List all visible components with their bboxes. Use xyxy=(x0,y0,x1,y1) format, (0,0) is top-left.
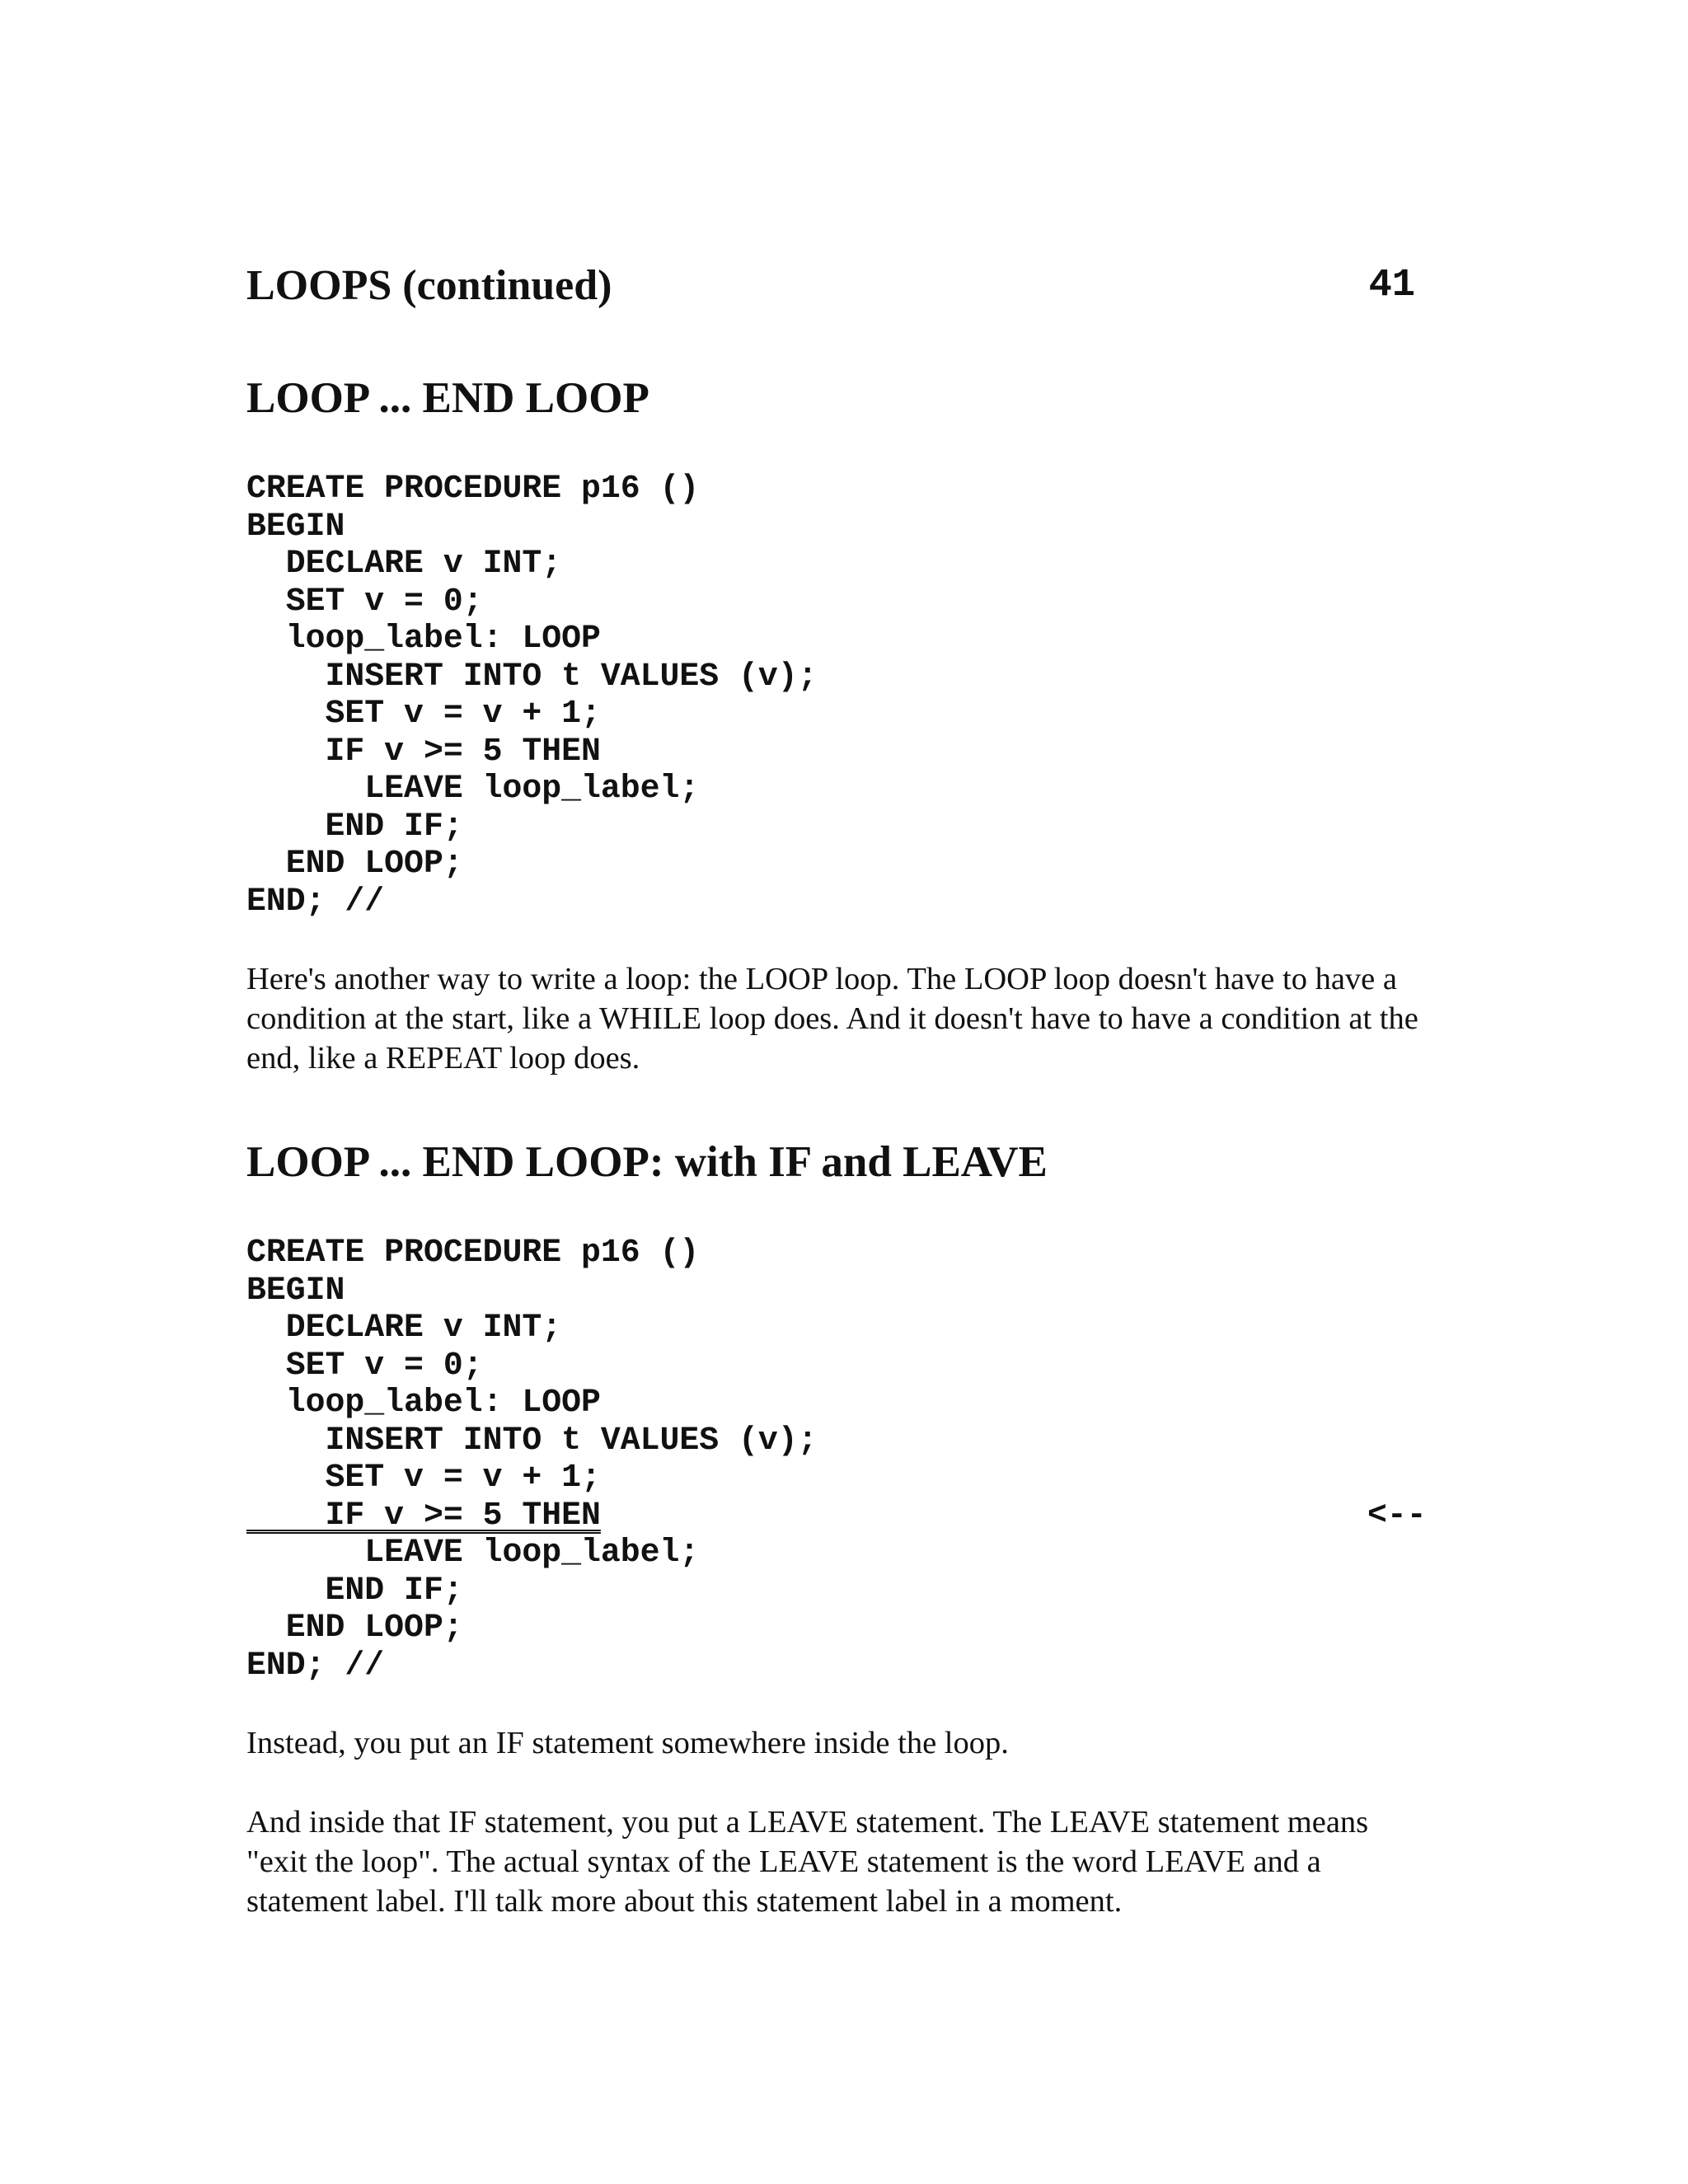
paragraph-if-statement: Instead, you put an IF statement somewhere inside the loop. xyxy=(246,1726,1009,1760)
code-line: SET v = 0; xyxy=(246,582,483,620)
code-line: loop_label: LOOP xyxy=(246,1384,601,1421)
code-line: LEAVE loop_label; xyxy=(246,770,700,807)
code-line: BEGIN xyxy=(246,1271,345,1309)
page-title: LOOPS (continued) xyxy=(246,262,612,309)
code-line-highlighted xyxy=(246,1497,1442,1535)
code-line: DECLARE v INT; xyxy=(246,1309,562,1346)
code-line: END; // xyxy=(246,1646,385,1684)
code-line: INSERT INTO t VALUES (v); xyxy=(246,1421,818,1459)
code-line: SET v = v + 1; xyxy=(246,1459,601,1496)
section-heading-loop-if-leave: LOOP ... END LOOP: with IF and LEAVE xyxy=(246,1138,1048,1186)
code-line: loop_label: LOOP xyxy=(246,620,601,657)
code-line: DECLARE v INT; xyxy=(246,545,562,582)
code-line: INSERT INTO t VALUES (v); xyxy=(246,657,818,695)
code-line: LEAVE loop_label; xyxy=(246,1534,700,1571)
paragraph-loop-explanation: Here's another way to write a loop: the LOOP loop. The LOOP loop doesn't have to have a condition at the start, like a WHILE loop does. And it doesn't have to have a condition at the end, like a REPEAT loop does. xyxy=(246,962,1418,1076)
code-line: END LOOP; xyxy=(246,845,463,882)
code-block-loop xyxy=(246,470,1442,920)
paragraph-leave-statement: And inside that IF statement, you put a LEAVE statement. The LEAVE statement means "exit the loop". The actual syntax of the LEAVE statement is the word LEAVE and a statement label. I'll talk more about this statement label in a moment. xyxy=(246,1805,1369,1919)
code-line: IF v >= 5 THEN xyxy=(246,732,601,770)
code-line: CREATE PROCEDURE p16 () xyxy=(246,1234,700,1271)
code-line: CREATE PROCEDURE p16 () xyxy=(246,470,700,507)
arrow-marker: <-- xyxy=(1367,1496,1427,1534)
code-block-loop-if-leave xyxy=(246,1234,1442,1684)
code-line: SET v = 0; xyxy=(246,1346,483,1384)
code-line: END; // xyxy=(246,882,385,920)
section-heading-loop: LOOP ... END LOOP xyxy=(246,374,649,422)
code-line: BEGIN xyxy=(246,507,345,545)
page-number: 41 xyxy=(1368,264,1415,307)
code-line: END LOOP; xyxy=(246,1609,463,1646)
page-header xyxy=(246,257,1417,315)
code-line: SET v = v + 1; xyxy=(246,695,601,732)
code-line: END IF; xyxy=(246,807,463,845)
code-line: END IF; xyxy=(246,1571,463,1609)
code-text: IF v >= 5 THEN xyxy=(246,1496,601,1534)
